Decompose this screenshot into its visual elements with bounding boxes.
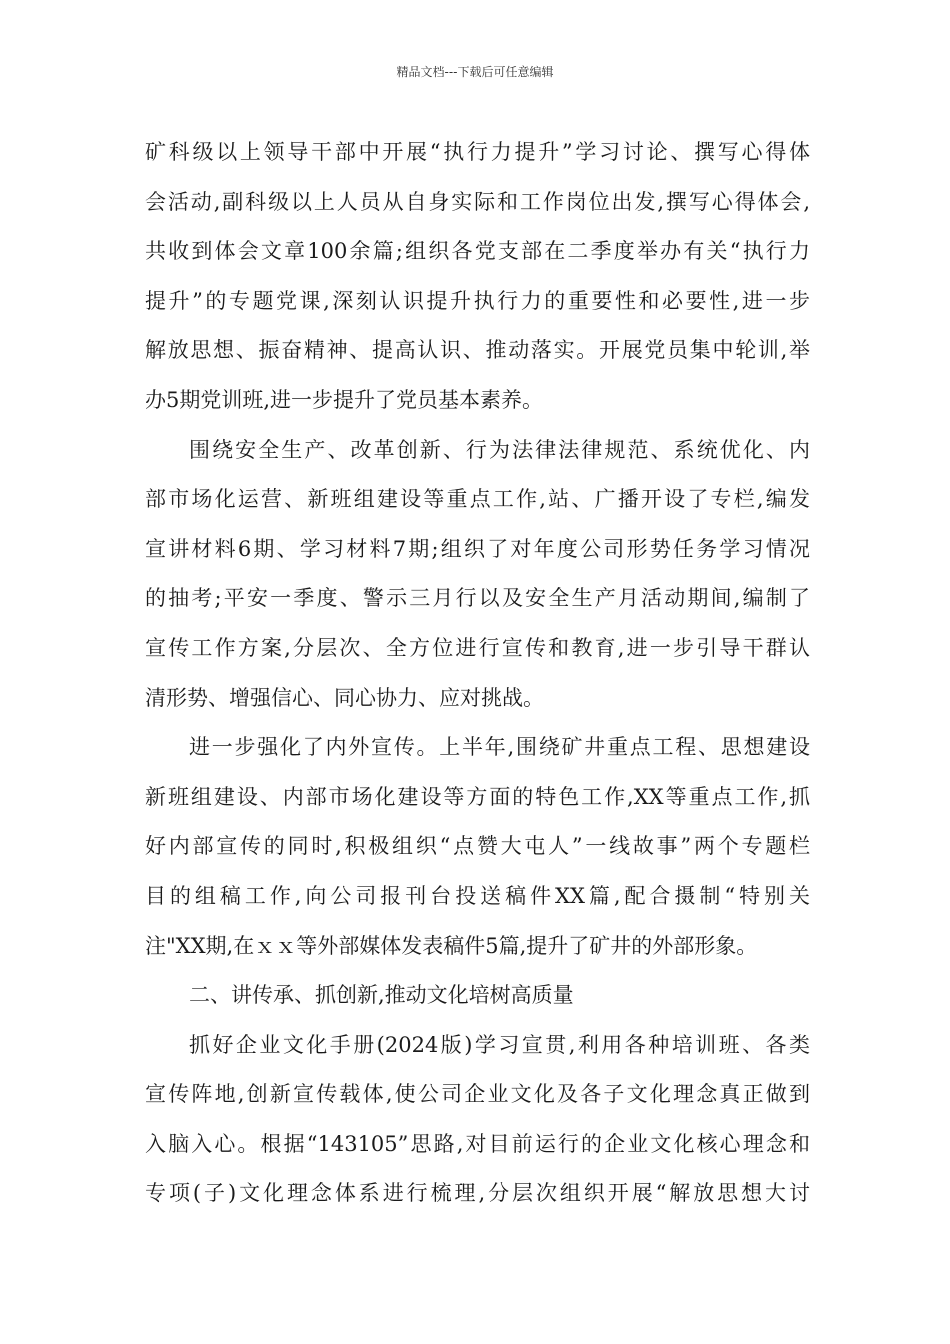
text-line: 入脑入心。根据“143105”思路,对目前运行的企业文化核心理念和 <box>145 1131 810 1156</box>
text-line: 提升”的专题党课,深刻认识提升执行力的重要性和必要性,进一步 <box>145 288 810 313</box>
text-line: 抓好企业文化手册(2024版)学习宣贯,利用各种培训班、各类 <box>189 1032 810 1057</box>
text-line: 的抽考;平安一季度、警示三月行以及安全生产月活动期间,编制了 <box>145 586 810 611</box>
text-line: 清形势、增强信心、同心协力、应对挑战。 <box>145 685 544 710</box>
text-line: 宣传工作方案,分层次、全方位进行宣传和教育,进一步引导干群认 <box>145 635 810 660</box>
text-line: 注"XX期,在ｘｘ等外部媒体发表稿件5篇,提升了矿井的外部形象。 <box>145 933 758 958</box>
text-line: 专项(子)文化理念体系进行梳理,分层次组织开展“解放思想大讨 <box>145 1181 810 1206</box>
text-line: 新班组建设、内部市场化建设等方面的特色工作,XX等重点工作,抓 <box>145 784 810 809</box>
text-line: 矿科级以上领导干部中开展“执行力提升”学习讨论、撰写心得体 <box>145 140 810 164</box>
text-line: 宣讲材料6期、学习材料7期;组织了对年度公司形势任务学习情况 <box>145 536 810 561</box>
document-body <box>145 133 810 1224</box>
text-line: 解放思想、振奋精神、提高认识、推动落实。开展党员集中轮训,举 <box>145 338 810 363</box>
text-line: 围绕安全生产、改革创新、行为法律法律规范、系统优化、内 <box>189 437 810 462</box>
text-line: 宣传阵地,创新宣传载体,使公司企业文化及各子文化理念真正做到 <box>145 1082 810 1107</box>
text-line: 好内部宣传的同时,积极组织“点赞大屯人”一线故事”两个专题栏 <box>145 834 810 859</box>
text-line: 二、讲传承、抓创新,推动文化培树高质量 <box>189 983 574 1008</box>
text-line: 目的组稿工作,向公司报刊台投送稿件XX篇,配合摄制“特别关 <box>145 883 810 908</box>
text-line: 共收到体会文章100余篇;组织各党支部在二季度举办有关“执行力 <box>145 239 810 264</box>
text-line: 办5期党训班,进一步提升了党员基本素养。 <box>145 387 544 412</box>
page-header: 精品文档---下载后可任意编辑 <box>396 65 554 79</box>
text-line: 进一步强化了内外宣传。上半年,围绕矿井重点工程、思想建设 <box>189 735 810 760</box>
text-line: 部市场化运营、新班组建设等重点工作,站、广播开设了专栏,编发 <box>145 487 810 512</box>
text-line: 会活动,副科级以上人员从自身实际和工作岗位出发,撰写心得体会, <box>145 189 810 214</box>
